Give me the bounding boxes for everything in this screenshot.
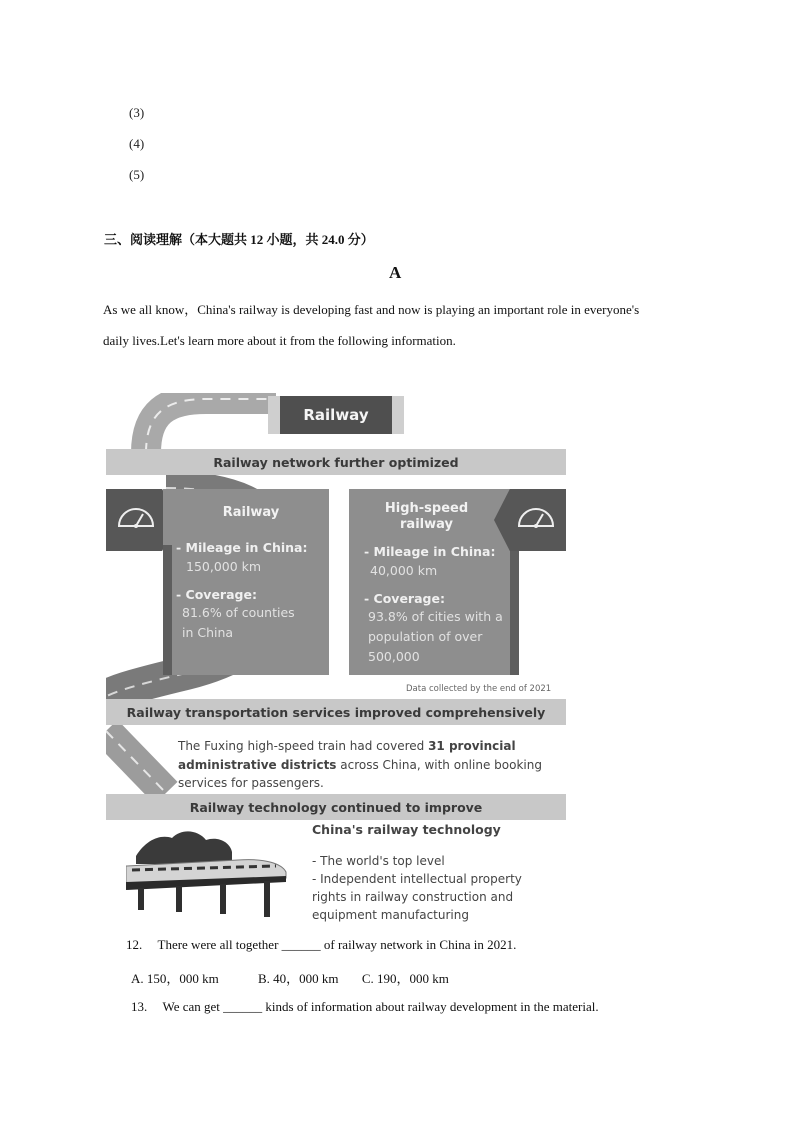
hsr-panel	[364, 501, 509, 667]
hsr-mileage-label: - Mileage in China:	[364, 544, 496, 559]
fuxing-text-post-1: across China, with online booking	[336, 757, 542, 772]
fuxing-text-post-2: services for passengers.	[178, 776, 324, 790]
option-a: A. 150，000 km	[131, 971, 219, 986]
railway-mileage-value: 150,000 km	[186, 559, 262, 574]
hsr-coverage-line-2: population of over	[368, 629, 483, 644]
question-number: 13.	[131, 999, 148, 1014]
railway-coverage-line-2: in China	[182, 625, 234, 640]
tech-item-2-line-2: rights in railway construction and	[312, 890, 514, 904]
intro-line-1: As we all know，China's railway is developing fast and now is playing an important role in everyone's	[103, 302, 640, 317]
fuxing-paragraph	[178, 737, 566, 793]
question-12	[126, 937, 516, 953]
option-b: B. 40，000 km	[258, 971, 339, 986]
railway-coverage-line-1: 81.6% of counties	[182, 605, 295, 620]
question-text: We can get ______ kinds of information about railway development in the material.	[162, 999, 599, 1014]
speedometer-icon	[516, 505, 556, 529]
fuxing-bold-1: 31 provincial	[428, 739, 516, 753]
fuxing-bold-2: administrative districts	[178, 757, 337, 772]
tech-item-2-line-3: equipment manufacturing	[312, 908, 469, 922]
question-number: 12.	[126, 937, 143, 952]
fuxing-text-pre: The Fuxing high-speed train had covered	[178, 739, 429, 753]
hsr-coverage-line-1: 93.8% of cities with a	[368, 609, 503, 624]
band-technology-improve: Railway technology continued to improve	[106, 794, 566, 820]
speedometer-icon	[116, 505, 156, 529]
tech-item-1: - The world's top level	[312, 854, 445, 868]
railway-mileage-label: - Mileage in China:	[176, 540, 308, 555]
railway-panel-title: Railway	[222, 505, 280, 520]
railway-coverage-label: - Coverage:	[176, 587, 257, 602]
intro-line-2: daily lives.Let's learn more about it from the following information.	[103, 333, 456, 348]
section-heading: 三、阅读理解（本大题共 12 小题，共 24.0 分）	[104, 232, 374, 247]
question-13	[131, 999, 599, 1015]
question-12-options	[131, 968, 449, 987]
railway-panel-stripe	[163, 545, 172, 675]
intro-paragraph	[103, 294, 703, 356]
tech-title: China's railway technology	[312, 822, 501, 837]
hsr-coverage-line-3: 500,000	[368, 649, 420, 664]
option-c: C. 190，000 km	[361, 971, 449, 986]
hsr-panel-title-2: railway	[400, 517, 453, 532]
item-number-3: (3)	[129, 105, 145, 120]
railway-panel	[176, 505, 326, 643]
item-number-4: (4)	[129, 136, 145, 151]
train-bridge-graphic	[126, 826, 291, 921]
data-note: Data collected by the end of 2021	[406, 684, 552, 694]
tech-list	[312, 852, 522, 924]
hsr-mileage-value: 40,000 km	[370, 563, 438, 578]
passage-letter: A	[389, 263, 402, 282]
band-network-optimized: Railway network further optimized	[106, 449, 566, 475]
hsr-panel-stripe	[510, 545, 519, 675]
band-services-improved: Railway transportation services improved comprehensively	[106, 699, 566, 725]
question-text: There were all together ______ of railway network in China in 2021.	[157, 937, 517, 952]
railway-infographic	[106, 393, 568, 925]
infographic-title: Railway	[280, 396, 392, 434]
tech-item-2-line-1: - Independent intellectual property	[312, 872, 522, 886]
hsr-coverage-label: - Coverage:	[364, 591, 445, 606]
item-number-5: (5)	[129, 167, 145, 182]
hsr-panel-title-1: High-speed	[384, 501, 469, 516]
